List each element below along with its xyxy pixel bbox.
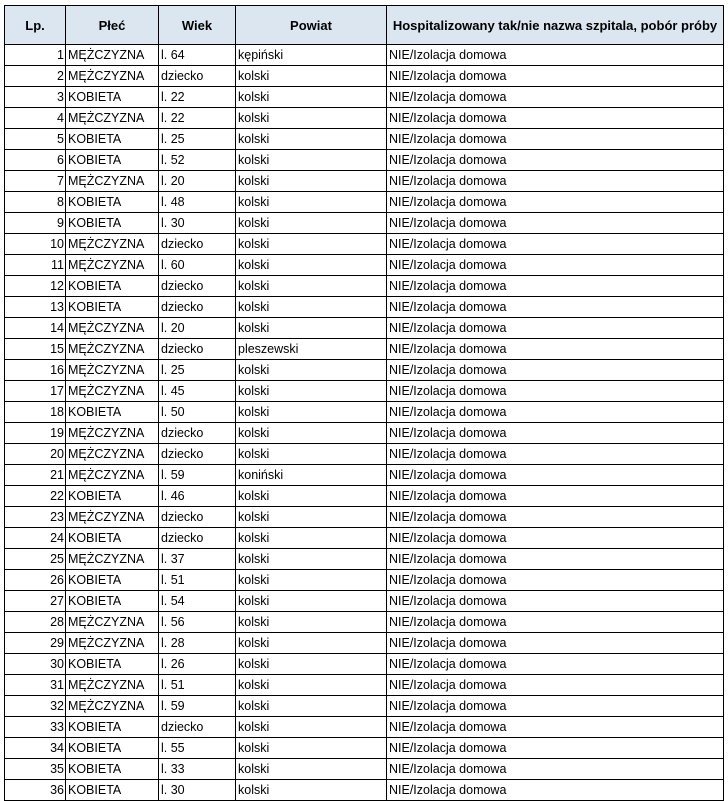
cell-wiek: dziecko	[159, 297, 236, 318]
cell-plec: KOBIETA	[66, 717, 159, 738]
header-powiat: Powiat	[236, 6, 387, 45]
cell-plec: MĘŻCZYZNA	[66, 108, 159, 129]
cell-lp: 2	[5, 66, 66, 87]
cell-powiat: kolski	[236, 66, 387, 87]
cell-hospitalizowany: NIE/Izolacja domowa	[387, 171, 724, 192]
cell-powiat: kępiński	[236, 45, 387, 66]
cell-hospitalizowany: NIE/Izolacja domowa	[387, 612, 724, 633]
cell-lp: 6	[5, 150, 66, 171]
cell-lp: 15	[5, 339, 66, 360]
cell-plec: MĘŻCZYZNA	[66, 318, 159, 339]
cell-lp: 30	[5, 654, 66, 675]
cell-lp: 8	[5, 192, 66, 213]
cell-hospitalizowany: NIE/Izolacja domowa	[387, 318, 724, 339]
table-row	[5, 738, 724, 759]
table-row	[5, 192, 724, 213]
cell-wiek: dziecko	[159, 444, 236, 465]
cell-powiat: kolski	[236, 297, 387, 318]
cell-wiek: dziecko	[159, 66, 236, 87]
cell-wiek: l. 54	[159, 591, 236, 612]
cell-powiat: kolski	[236, 780, 387, 801]
cell-plec: KOBIETA	[66, 654, 159, 675]
cell-plec: MĘŻCZYZNA	[66, 444, 159, 465]
cell-plec: MĘŻCZYZNA	[66, 612, 159, 633]
cell-powiat: kolski	[236, 654, 387, 675]
cell-plec: MĘŻCZYZNA	[66, 234, 159, 255]
cell-powiat: koniński	[236, 465, 387, 486]
cell-wiek: l. 51	[159, 570, 236, 591]
cell-plec: KOBIETA	[66, 129, 159, 150]
cell-lp: 35	[5, 759, 66, 780]
table-row	[5, 654, 724, 675]
cell-hospitalizowany: NIE/Izolacja domowa	[387, 486, 724, 507]
cell-wiek: l. 25	[159, 360, 236, 381]
cell-hospitalizowany: NIE/Izolacja domowa	[387, 654, 724, 675]
cell-hospitalizowany: NIE/Izolacja domowa	[387, 717, 724, 738]
cell-powiat: kolski	[236, 444, 387, 465]
cell-hospitalizowany: NIE/Izolacja domowa	[387, 633, 724, 654]
cell-hospitalizowany: NIE/Izolacja domowa	[387, 465, 724, 486]
cell-lp: 18	[5, 402, 66, 423]
cell-powiat: kolski	[236, 633, 387, 654]
cell-hospitalizowany: NIE/Izolacja domowa	[387, 570, 724, 591]
cell-plec: MĘŻCZYZNA	[66, 381, 159, 402]
cell-hospitalizowany: NIE/Izolacja domowa	[387, 381, 724, 402]
cell-powiat: kolski	[236, 213, 387, 234]
cell-wiek: l. 26	[159, 654, 236, 675]
cell-wiek: l. 48	[159, 192, 236, 213]
table-row	[5, 549, 724, 570]
cell-lp: 25	[5, 549, 66, 570]
cell-plec: MĘŻCZYZNA	[66, 45, 159, 66]
cell-lp: 33	[5, 717, 66, 738]
cell-wiek: l. 51	[159, 675, 236, 696]
cell-lp: 36	[5, 780, 66, 801]
cell-plec: MĘŻCZYZNA	[66, 507, 159, 528]
cell-lp: 28	[5, 612, 66, 633]
cell-plec: KOBIETA	[66, 738, 159, 759]
cell-hospitalizowany: NIE/Izolacja domowa	[387, 591, 724, 612]
cell-hospitalizowany: NIE/Izolacja domowa	[387, 738, 724, 759]
cell-plec: MĘŻCZYZNA	[66, 255, 159, 276]
table-row	[5, 339, 724, 360]
table-row	[5, 87, 724, 108]
table-row	[5, 612, 724, 633]
cell-wiek: dziecko	[159, 717, 236, 738]
cell-powiat: kolski	[236, 507, 387, 528]
cell-powiat: kolski	[236, 423, 387, 444]
table-row	[5, 66, 724, 87]
header-plec: Płeć	[66, 6, 159, 45]
cell-hospitalizowany: NIE/Izolacja domowa	[387, 45, 724, 66]
cell-wiek: l. 33	[159, 759, 236, 780]
cell-plec: MĘŻCZYZNA	[66, 339, 159, 360]
table-row	[5, 633, 724, 654]
cell-powiat: kolski	[236, 318, 387, 339]
table-row	[5, 675, 724, 696]
table-row	[5, 129, 724, 150]
cell-plec: MĘŻCZYZNA	[66, 465, 159, 486]
cell-hospitalizowany: NIE/Izolacja domowa	[387, 507, 724, 528]
table-row	[5, 465, 724, 486]
header-row	[5, 6, 724, 45]
cell-powiat: kolski	[236, 591, 387, 612]
cell-lp: 21	[5, 465, 66, 486]
table-row	[5, 171, 724, 192]
cell-lp: 32	[5, 696, 66, 717]
cell-hospitalizowany: NIE/Izolacja domowa	[387, 234, 724, 255]
cell-powiat: kolski	[236, 717, 387, 738]
cell-lp: 24	[5, 528, 66, 549]
cell-powiat: kolski	[236, 549, 387, 570]
cell-plec: MĘŻCZYZNA	[66, 171, 159, 192]
cell-wiek: l. 20	[159, 318, 236, 339]
cell-wiek: l. 20	[159, 171, 236, 192]
cell-plec: MĘŻCZYZNA	[66, 549, 159, 570]
cell-lp: 3	[5, 87, 66, 108]
cell-wiek: dziecko	[159, 507, 236, 528]
cell-powiat: kolski	[236, 570, 387, 591]
cell-lp: 7	[5, 171, 66, 192]
cell-lp: 27	[5, 591, 66, 612]
cell-plec: KOBIETA	[66, 528, 159, 549]
table-row	[5, 255, 724, 276]
table-row	[5, 591, 724, 612]
table-row	[5, 234, 724, 255]
cell-lp: 22	[5, 486, 66, 507]
cell-plec: KOBIETA	[66, 276, 159, 297]
cell-hospitalizowany: NIE/Izolacja domowa	[387, 192, 724, 213]
cell-wiek: l. 22	[159, 108, 236, 129]
cell-hospitalizowany: NIE/Izolacja domowa	[387, 276, 724, 297]
cell-lp: 31	[5, 675, 66, 696]
cell-lp: 10	[5, 234, 66, 255]
table-row	[5, 381, 724, 402]
cell-plec: KOBIETA	[66, 87, 159, 108]
table-row	[5, 45, 724, 66]
table-row	[5, 108, 724, 129]
table-row	[5, 717, 724, 738]
cell-hospitalizowany: NIE/Izolacja domowa	[387, 549, 724, 570]
table-row	[5, 276, 724, 297]
cell-lp: 19	[5, 423, 66, 444]
table-row	[5, 360, 724, 381]
table-row	[5, 150, 724, 171]
cell-plec: MĘŻCZYZNA	[66, 696, 159, 717]
cell-hospitalizowany: NIE/Izolacja domowa	[387, 213, 724, 234]
cell-plec: KOBIETA	[66, 486, 159, 507]
cases-table	[4, 5, 724, 801]
cell-lp: 16	[5, 360, 66, 381]
cell-plec: MĘŻCZYZNA	[66, 675, 159, 696]
table-row	[5, 297, 724, 318]
table-row	[5, 444, 724, 465]
header-lp: Lp.	[5, 6, 66, 45]
cell-powiat: kolski	[236, 234, 387, 255]
cell-lp: 17	[5, 381, 66, 402]
cell-lp: 20	[5, 444, 66, 465]
cell-plec: KOBIETA	[66, 570, 159, 591]
cell-wiek: l. 56	[159, 612, 236, 633]
cell-powiat: kolski	[236, 171, 387, 192]
cell-powiat: kolski	[236, 381, 387, 402]
cell-lp: 5	[5, 129, 66, 150]
cell-wiek: l. 30	[159, 780, 236, 801]
cell-wiek: dziecko	[159, 276, 236, 297]
cell-powiat: kolski	[236, 696, 387, 717]
cell-wiek: l. 52	[159, 150, 236, 171]
table-row	[5, 528, 724, 549]
cell-plec: KOBIETA	[66, 759, 159, 780]
cell-powiat: kolski	[236, 87, 387, 108]
cell-powiat: pleszewski	[236, 339, 387, 360]
cell-plec: MĘŻCZYZNA	[66, 633, 159, 654]
table-row	[5, 780, 724, 801]
cell-powiat: kolski	[236, 486, 387, 507]
cell-hospitalizowany: NIE/Izolacja domowa	[387, 759, 724, 780]
cell-wiek: l. 60	[159, 255, 236, 276]
cell-lp: 1	[5, 45, 66, 66]
cell-wiek: l. 28	[159, 633, 236, 654]
cell-wiek: l. 25	[159, 129, 236, 150]
cell-wiek: l. 59	[159, 465, 236, 486]
cell-wiek: dziecko	[159, 528, 236, 549]
header-hospitalizowany: Hospitalizowany tak/nie nazwa szpitala, pobór próby	[387, 6, 724, 45]
cell-hospitalizowany: NIE/Izolacja domowa	[387, 528, 724, 549]
cell-lp: 14	[5, 318, 66, 339]
table-row	[5, 402, 724, 423]
table-row	[5, 759, 724, 780]
cell-hospitalizowany: NIE/Izolacja domowa	[387, 675, 724, 696]
cell-wiek: l. 45	[159, 381, 236, 402]
cell-hospitalizowany: NIE/Izolacja domowa	[387, 339, 724, 360]
cell-plec: MĘŻCZYZNA	[66, 360, 159, 381]
cell-wiek: l. 64	[159, 45, 236, 66]
cell-plec: MĘŻCZYZNA	[66, 66, 159, 87]
table-body	[5, 45, 724, 801]
cell-lp: 12	[5, 276, 66, 297]
cell-wiek: l. 55	[159, 738, 236, 759]
cell-plec: KOBIETA	[66, 297, 159, 318]
cell-lp: 34	[5, 738, 66, 759]
cell-plec: KOBIETA	[66, 780, 159, 801]
cell-hospitalizowany: NIE/Izolacja domowa	[387, 423, 724, 444]
cell-wiek: l. 22	[159, 87, 236, 108]
cell-hospitalizowany: NIE/Izolacja domowa	[387, 66, 724, 87]
cell-lp: 29	[5, 633, 66, 654]
cell-wiek: l. 37	[159, 549, 236, 570]
cell-lp: 23	[5, 507, 66, 528]
cell-powiat: kolski	[236, 150, 387, 171]
cell-powiat: kolski	[236, 612, 387, 633]
cell-lp: 11	[5, 255, 66, 276]
cell-wiek: dziecko	[159, 339, 236, 360]
cell-hospitalizowany: NIE/Izolacja domowa	[387, 780, 724, 801]
cell-wiek: l. 50	[159, 402, 236, 423]
cell-powiat: kolski	[236, 738, 387, 759]
cell-lp: 9	[5, 213, 66, 234]
cell-wiek: l. 30	[159, 213, 236, 234]
cell-powiat: kolski	[236, 675, 387, 696]
cell-lp: 26	[5, 570, 66, 591]
table-row	[5, 507, 724, 528]
table-header	[5, 6, 724, 45]
cell-hospitalizowany: NIE/Izolacja domowa	[387, 696, 724, 717]
cell-wiek: dziecko	[159, 423, 236, 444]
cell-hospitalizowany: NIE/Izolacja domowa	[387, 402, 724, 423]
cell-powiat: kolski	[236, 276, 387, 297]
table-row	[5, 318, 724, 339]
cell-plec: KOBIETA	[66, 150, 159, 171]
cell-hospitalizowany: NIE/Izolacja domowa	[387, 297, 724, 318]
cell-wiek: dziecko	[159, 234, 236, 255]
cell-powiat: kolski	[236, 528, 387, 549]
cell-powiat: kolski	[236, 402, 387, 423]
cell-powiat: kolski	[236, 108, 387, 129]
cell-lp: 13	[5, 297, 66, 318]
cell-powiat: kolski	[236, 759, 387, 780]
cell-lp: 4	[5, 108, 66, 129]
cell-plec: KOBIETA	[66, 213, 159, 234]
cell-plec: KOBIETA	[66, 402, 159, 423]
cell-hospitalizowany: NIE/Izolacja domowa	[387, 255, 724, 276]
cell-wiek: l. 46	[159, 486, 236, 507]
cell-hospitalizowany: NIE/Izolacja domowa	[387, 150, 724, 171]
cell-powiat: kolski	[236, 255, 387, 276]
cell-hospitalizowany: NIE/Izolacja domowa	[387, 108, 724, 129]
table-row	[5, 570, 724, 591]
cell-plec: KOBIETA	[66, 591, 159, 612]
cell-plec: MĘŻCZYZNA	[66, 423, 159, 444]
header-wiek: Wiek	[159, 6, 236, 45]
cell-powiat: kolski	[236, 192, 387, 213]
cell-powiat: kolski	[236, 360, 387, 381]
cell-plec: KOBIETA	[66, 192, 159, 213]
cell-hospitalizowany: NIE/Izolacja domowa	[387, 360, 724, 381]
cell-hospitalizowany: NIE/Izolacja domowa	[387, 129, 724, 150]
cell-hospitalizowany: NIE/Izolacja domowa	[387, 87, 724, 108]
cell-powiat: kolski	[236, 129, 387, 150]
cell-hospitalizowany: NIE/Izolacja domowa	[387, 444, 724, 465]
cell-wiek: l. 59	[159, 696, 236, 717]
table-row	[5, 213, 724, 234]
table-row	[5, 486, 724, 507]
table-row	[5, 696, 724, 717]
table-row	[5, 423, 724, 444]
